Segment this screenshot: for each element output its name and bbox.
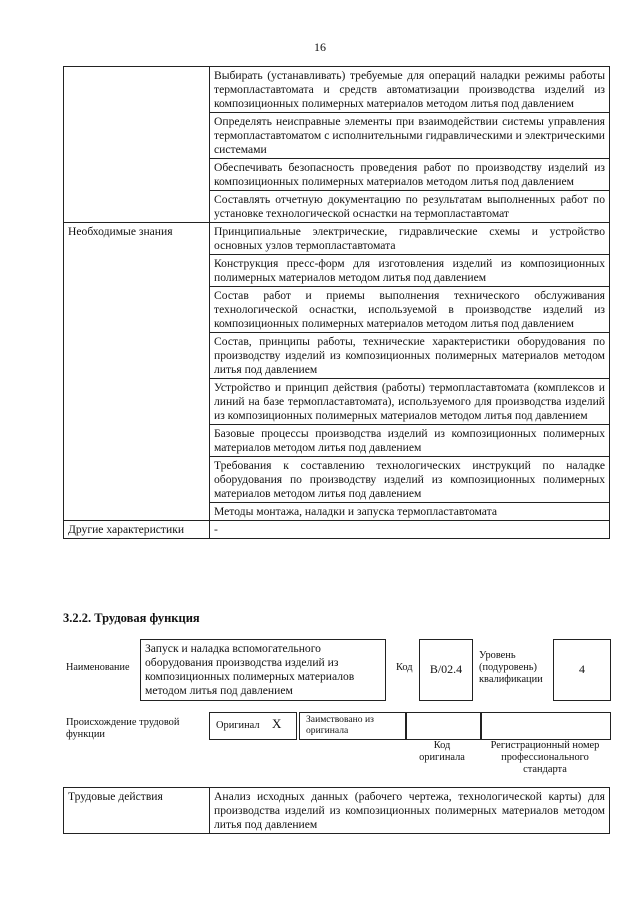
level-value: 4 <box>579 662 585 676</box>
knowledge-label: Необходимые знания <box>64 223 210 521</box>
skills-label-cell <box>64 67 210 223</box>
table-row <box>64 521 610 539</box>
code-value-box <box>419 639 473 701</box>
original-code-box <box>405 712 481 740</box>
original-box <box>209 712 297 740</box>
borrowed-label: Заимствовано из оригинала <box>306 714 374 736</box>
original-mark: X <box>272 716 282 731</box>
name-value-box <box>140 639 386 701</box>
knowledge-item: Конструкция пресс-форм для изготовления изделий из композиционных полимерных материалов методом литья под давлением <box>210 255 610 287</box>
other-characteristics-value: - <box>210 521 610 539</box>
code-caption: Код оригинала <box>419 740 465 763</box>
borrowed-box <box>299 712 407 740</box>
knowledge-item: Требования к составлению технологических инструкций по наладке оборудования по производству изделий из композиционных полимерных материалов методом литья под давлением <box>210 457 610 503</box>
table-row <box>64 67 610 113</box>
code-value: B/02.4 <box>429 662 463 676</box>
skill-item: Выбирать (устанавливать) требуемые для операций наладки режимы работы термопластавтомата и средств автоматизации производства изделий из композиционных полимерных материалов методом литья под давлением <box>210 67 610 113</box>
skill-item: Обеспечивать безопасность проведения работ по производству изделий из композиционных полимерных материалов методом литья под давлением <box>210 159 610 191</box>
competency-table <box>63 66 610 539</box>
knowledge-item: Принципиальные электрические, гидравлические схемы и устройство основных узлов термопластавтомата <box>210 223 610 255</box>
page-number: 16 <box>314 40 326 54</box>
knowledge-item: Методы монтажа, наладки и запуска термопластавтомата <box>210 503 610 521</box>
table-row <box>64 788 610 834</box>
knowledge-item: Устройство и принцип действия (работы) термопластавтомата (комплексов и линий на базе термопластавтомата), используемого для производства изделий из композиционных полимерных материалов методом литья под давлением <box>210 379 610 425</box>
labor-actions-label: Трудовые действия <box>64 788 210 834</box>
level-label: Уровень (подуровень) квалификации <box>479 650 543 685</box>
reg-caption: Регистрационный номер профессионального стандарта <box>490 740 600 775</box>
skill-item: Определять неисправные элементы при взаимодействии системы управления термопластавтоматом с исполнительными гидравлическими и электрическими системами <box>210 113 610 159</box>
name-value: Запуск и наладка вспомогательного оборудования производства изделий из композиционных полимерных материалов методом литья под давлением <box>145 642 355 697</box>
table-row <box>64 223 610 255</box>
labor-action-item: Анализ исходных данных (рабочего чертежа, технологической карты) для производства изделий из композиционных полимерных материалов методом литья под давлением <box>210 788 610 834</box>
knowledge-item: Базовые процессы производства изделий из композиционных полимерных материалов методом литья под давлением <box>210 425 610 457</box>
knowledge-item: Состав, принципы работы, технические характеристики оборудования по производству изделий из композиционных полимерных материалов методом литья под давлением <box>210 333 610 379</box>
name-label: Наименование <box>66 662 130 673</box>
reg-number-box <box>481 712 611 740</box>
other-characteristics-label: Другие характеристики <box>64 521 210 539</box>
code-label: Код <box>396 662 413 673</box>
skill-item: Составлять отчетную документацию по результатам выполненных работ по установке технологической оснастки на термопластавтомат <box>210 191 610 223</box>
knowledge-item: Состав работ и приемы выполнения технического обслуживания технологической оснастки, используемой в производстве изделий из композиционных полимерных материалов методом литья под давлением <box>210 287 610 333</box>
level-value-box <box>553 639 611 701</box>
section-title: 3.2.2. Трудовая функция <box>63 611 200 625</box>
labor-actions-table <box>63 787 610 834</box>
original-label: Оригинал <box>216 720 260 731</box>
origin-label: Происхождение трудовой функции <box>66 717 180 740</box>
